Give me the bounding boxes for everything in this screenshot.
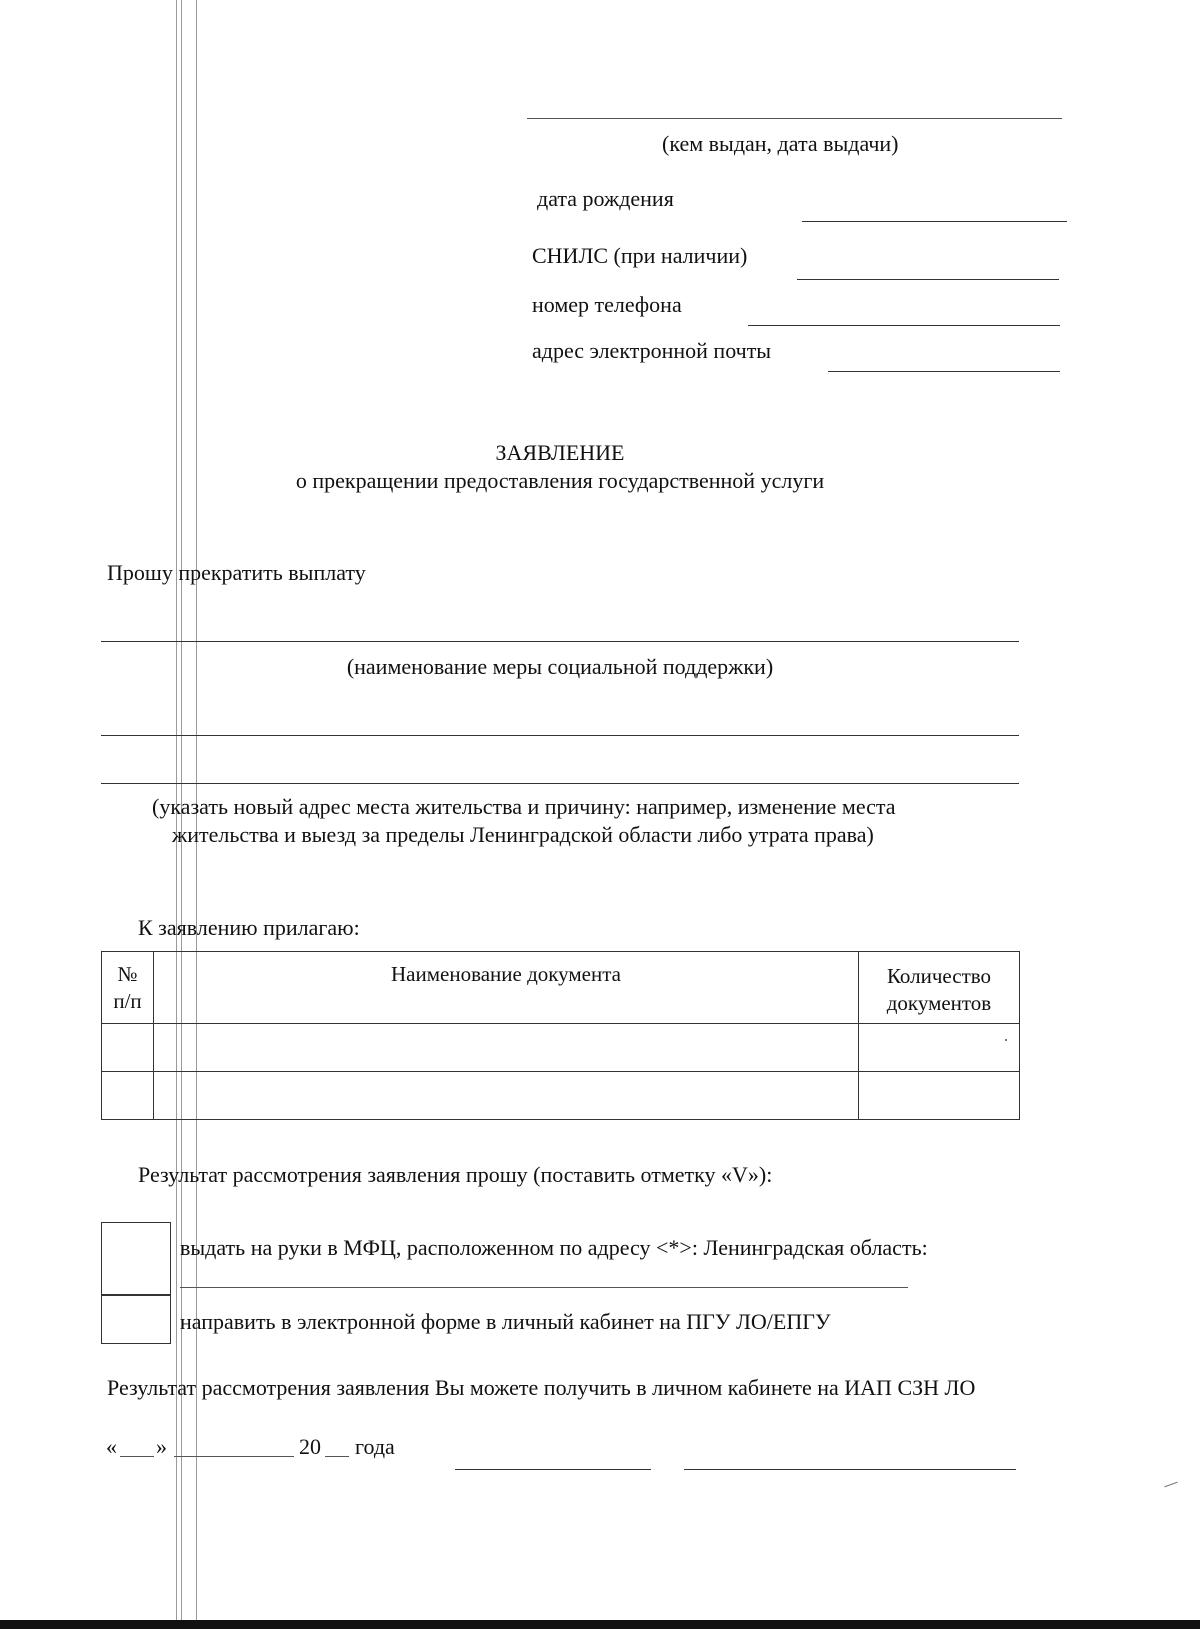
online-checkbox[interactable]: [101, 1294, 171, 1344]
table-cell[interactable]: [102, 1072, 154, 1120]
snils-field[interactable]: [797, 279, 1059, 280]
table-cell[interactable]: [102, 1024, 154, 1072]
address-caption-line-1: (указать новый адрес места жительства и причину: например, изменение места: [152, 794, 896, 819]
address-caption-line-2: жительства и выезд за пределы Ленинградской области либо утрата права): [172, 822, 874, 847]
issued-by-line: [527, 118, 1062, 119]
email-field[interactable]: [828, 371, 1060, 372]
option-mfc-label: выдать на руки в МФЦ, расположенном по адресу <*>: Ленинградская область:: [180, 1235, 928, 1260]
birth-date-field[interactable]: [802, 221, 1067, 222]
date-quote-open: «: [106, 1434, 117, 1459]
address-field-line-1[interactable]: [101, 735, 1019, 736]
request-intro: Прошу прекратить выплату: [107, 560, 366, 585]
table-cell[interactable]: [154, 1072, 859, 1120]
result-intro: Результат рассмотрения заявления прошу (поставить отметку «V»):: [138, 1162, 773, 1187]
column-count-line2: документов: [886, 991, 992, 1015]
result-note: Результат рассмотрения заявления Вы можете получить в личном кабинете на ИАП СЗН ЛО: [107, 1375, 976, 1400]
email-label: адрес электронной почты: [532, 338, 772, 363]
table-row[interactable]: [102, 1072, 1020, 1120]
table-header-row: [102, 952, 1020, 1024]
date-year-field[interactable]: [325, 1456, 349, 1457]
measure-field[interactable]: [101, 641, 1019, 642]
date-year-prefix: 20: [299, 1434, 321, 1459]
column-count-line1: Количество: [886, 964, 992, 988]
birth-date-label: дата рождения: [537, 186, 674, 211]
scan-speck: [1164, 1482, 1177, 1488]
attachments-intro: К заявлению прилагаю:: [138, 915, 360, 940]
address-field-line-2[interactable]: [101, 783, 1019, 784]
column-number-line2: п/п: [113, 989, 142, 1013]
attachments-table: [101, 951, 1020, 1120]
signature-name-field[interactable]: [684, 1469, 1016, 1470]
issued-caption: (кем выдан, дата выдачи): [662, 131, 899, 156]
table-row[interactable]: [102, 1024, 1020, 1072]
date-month-field[interactable]: [174, 1456, 294, 1457]
date-year-suffix: года: [355, 1434, 395, 1459]
column-document-count: [859, 952, 1020, 1024]
option-online-label: направить в электронной форме в личный кабинет на ПГУ ЛО/ЕПГУ: [180, 1309, 831, 1334]
document-title: ЗАЯВЛЕНИЕ: [495, 440, 625, 465]
snils-label: СНИЛС (при наличии): [532, 243, 748, 268]
scan-speck: [1005, 1039, 1007, 1041]
column-number-line1: №: [117, 962, 138, 986]
mfc-address-field[interactable]: [180, 1287, 908, 1288]
column-number: [102, 952, 154, 1024]
table-cell[interactable]: [154, 1024, 859, 1072]
date-quote-close: »: [156, 1434, 167, 1459]
signature-field[interactable]: [455, 1469, 651, 1470]
phone-label: номер телефона: [532, 292, 682, 317]
table-cell[interactable]: [859, 1024, 1020, 1072]
scan-bottom-edge: [0, 1620, 1200, 1629]
mfc-checkbox[interactable]: [101, 1222, 171, 1296]
document-subtitle: о прекращении предоставления государственной услуги: [295, 468, 825, 493]
table-cell[interactable]: [859, 1072, 1020, 1120]
measure-caption: (наименование меры социальной поддержки): [346, 654, 774, 679]
column-document-name: Наименование документа: [154, 952, 859, 1024]
phone-field[interactable]: [748, 325, 1060, 326]
date-day-field[interactable]: [120, 1456, 154, 1457]
